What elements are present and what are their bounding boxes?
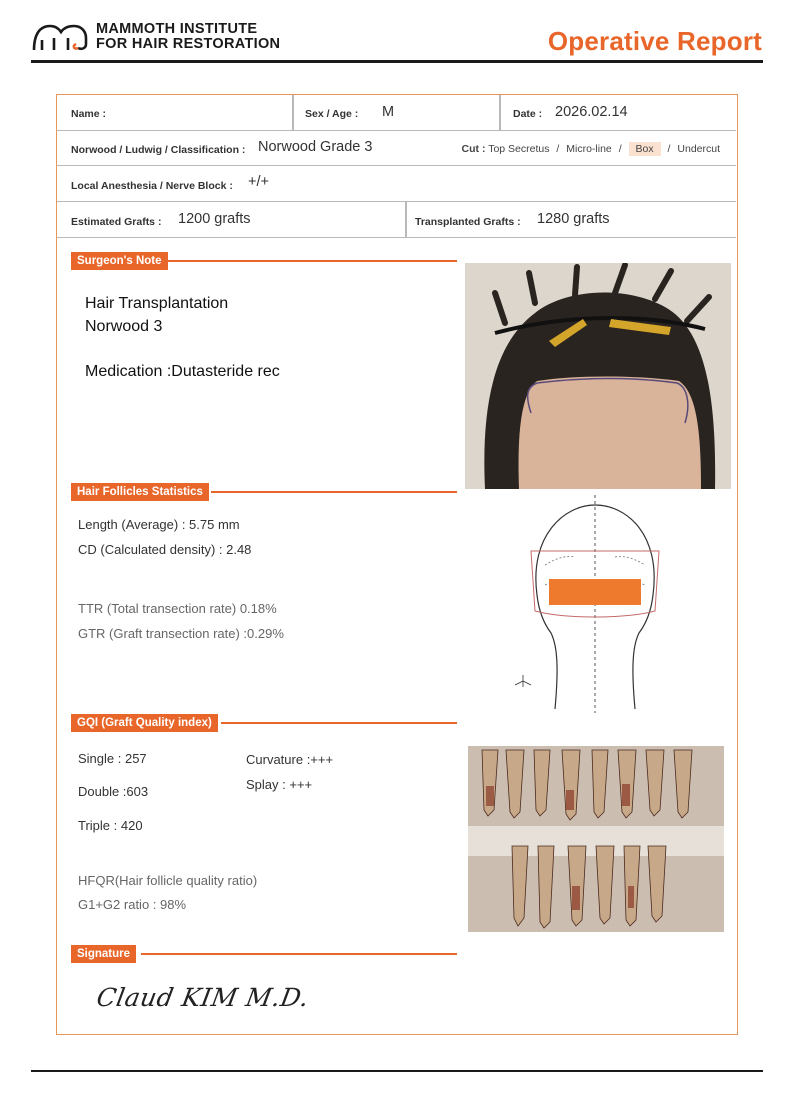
section-rule xyxy=(221,722,457,724)
cut-option-undercut: Undercut xyxy=(677,143,720,155)
hairline-photo xyxy=(465,263,731,489)
divider xyxy=(499,95,501,130)
footer-divider xyxy=(31,1070,763,1072)
gqi-triple: Triple : 420 xyxy=(78,818,143,833)
date-label: Date : xyxy=(513,108,543,120)
gqi-curvature: Curvature :+++ xyxy=(246,752,334,767)
surgeons-note-heading: Surgeon's Note xyxy=(71,252,168,270)
classification-value: Norwood Grade 3 xyxy=(258,139,373,155)
section-rule xyxy=(141,953,457,955)
divider xyxy=(292,95,294,130)
row-patient xyxy=(57,95,736,131)
row-grafts xyxy=(57,202,736,238)
estimated-grafts-label: Estimated Grafts : xyxy=(71,216,162,228)
cut-option-top-secretus: Top Secretus xyxy=(488,143,550,155)
follicle-stats-heading: Hair Follicles Statistics xyxy=(71,483,209,501)
page-title: Operative Report xyxy=(547,26,762,56)
anesthesia-value: +/+ xyxy=(248,174,269,190)
logo-line-2: FOR HAIR RESTORATION xyxy=(96,36,281,52)
cut-options: Cut : Top Secretus / Micro-line / Box / Undercut xyxy=(461,143,720,155)
classification-label: Norwood / Ludwig / Classification : xyxy=(71,144,246,156)
signature-heading: Signature xyxy=(71,945,136,963)
total-transection-rate: TTR (Total transection rate) 0.18% xyxy=(78,601,277,616)
row-anesthesia xyxy=(57,166,736,202)
section-rule xyxy=(211,491,457,493)
gqi-double: Double :603 xyxy=(78,784,149,799)
gqi-heading: GQI (Graft Quality index) xyxy=(71,714,218,732)
gqi-splay: Splay : +++ xyxy=(246,777,313,792)
g1-g2-ratio: G1+G2 ratio : 98% xyxy=(78,897,187,912)
transplanted-grafts-label: Transplanted Grafts : xyxy=(415,216,521,228)
donor-area-diagram xyxy=(515,495,675,713)
date-value: 2026.02.14 xyxy=(555,104,628,120)
row-classification xyxy=(57,131,736,166)
length-average: Length (Average) : 5.75 mm xyxy=(78,517,240,532)
sex-age-label: Sex / Age : xyxy=(305,108,359,120)
estimated-grafts-value: 1200 grafts xyxy=(178,211,251,227)
surgeons-note-line-1: Hair Transplantation xyxy=(85,295,229,312)
section-rule xyxy=(167,260,457,262)
transplanted-grafts-value: 1280 grafts xyxy=(537,211,610,227)
graft-follicles-photo xyxy=(468,746,724,932)
report-form xyxy=(56,94,738,1035)
header-divider xyxy=(31,60,763,63)
mammoth-logo-icon xyxy=(32,20,90,54)
report-header xyxy=(32,16,762,62)
gqi-single: Single : 257 xyxy=(78,751,147,766)
cut-option-box-selected: Box xyxy=(629,142,661,156)
anesthesia-label: Local Anesthesia / Nerve Block : xyxy=(71,180,233,192)
name-label: Name : xyxy=(71,108,107,120)
calculated-density: CD (Calculated density) : 2.48 xyxy=(78,542,252,557)
hfqr-label: HFQR(Hair follicle quality ratio) xyxy=(78,873,258,888)
surgeons-note-line-3: Medication :Dutasteride rec xyxy=(85,363,280,380)
cut-option-micro-line: Micro-line xyxy=(566,143,612,155)
divider xyxy=(405,202,407,237)
surgeon-signature: Claud KIM M.D. xyxy=(94,983,312,1012)
sex-age-value: M xyxy=(382,104,395,120)
graft-transection-rate: GTR (Graft transection rate) :0.29% xyxy=(78,626,284,641)
logo-text xyxy=(96,22,280,52)
surgeons-note-line-2: Norwood 3 xyxy=(85,318,163,335)
cut-label: Cut : xyxy=(461,143,486,155)
logo-line-1: MAMMOTH INSTITUTE xyxy=(96,21,258,37)
